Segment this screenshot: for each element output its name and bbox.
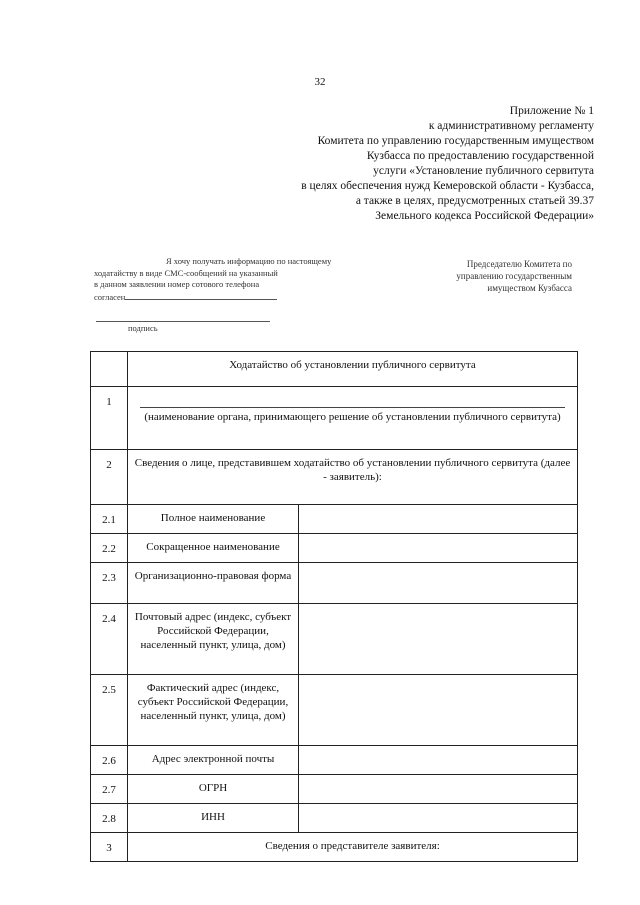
- field-row-full-name: [91, 505, 578, 534]
- full-name-field[interactable]: [299, 505, 578, 534]
- sms-consent-line: ходатайству в виде СМС-сообщений на указанный: [94, 267, 278, 278]
- row-number: 2: [91, 450, 128, 505]
- field-row-email: [91, 746, 578, 775]
- field-label: Почтовый адрес (индекс, субъект Российской Федерации, населенный пункт, улица, дом): [128, 604, 299, 675]
- row-number: 2.3: [91, 563, 128, 604]
- field-row-actual-address: [91, 675, 578, 746]
- row-number: 2.7: [91, 775, 128, 804]
- signature-label: подпись: [128, 323, 158, 333]
- row-number: 2.6: [91, 746, 128, 775]
- ogrn-field[interactable]: [299, 775, 578, 804]
- authority-caption: (наименование органа, принимающего решение об установлении публичного сервитута): [144, 411, 561, 423]
- field-label: Сокращенное наименование: [128, 534, 299, 563]
- row-number: 2.1: [91, 505, 128, 534]
- applicant-section-row: [91, 450, 578, 505]
- addressee-line: управлению государственным: [456, 271, 572, 281]
- field-label: ОГРН: [128, 775, 299, 804]
- petition-form-table: [90, 351, 578, 862]
- authority-row: [91, 387, 578, 450]
- field-label: Организационно-правовая форма: [128, 563, 299, 604]
- field-row-short-name: [91, 534, 578, 563]
- signature-field[interactable]: [96, 321, 270, 322]
- sms-consent-line: в данном заявлении номер сотового телефона: [94, 279, 260, 289]
- appendix-line: а также в целях, предусмотренных статьей 39.37: [355, 195, 594, 207]
- sms-consent-line: Я хочу получать информацию по настоящему: [166, 256, 332, 266]
- addressee-line: Председателю Комитета по: [466, 259, 572, 269]
- page-number: 32: [314, 76, 326, 88]
- field-label: Адрес электронной почты: [128, 746, 299, 775]
- row-number: 2.4: [91, 604, 128, 675]
- appendix-line: Кузбасса по предоставлению государственной: [366, 150, 594, 162]
- appendix-line: к административному регламенту: [428, 120, 594, 132]
- row-number: 1: [91, 387, 128, 450]
- inn-field[interactable]: [299, 804, 578, 833]
- field-row-inn: [91, 804, 578, 833]
- field-row-ogrn: [91, 775, 578, 804]
- consent-signature-field[interactable]: [125, 291, 277, 300]
- actual-address-field[interactable]: [299, 675, 578, 746]
- appendix-line: Земельного кодекса Российской Федерации»: [375, 210, 594, 222]
- row-number: 2.8: [91, 804, 128, 833]
- email-field[interactable]: [299, 746, 578, 775]
- field-row-legal-form: [91, 563, 578, 604]
- appendix-line: Комитета по управлению государственным имуществом: [317, 135, 594, 147]
- row-number: 2.2: [91, 534, 128, 563]
- applicant-section-heading: Сведения о лице, представившем ходатайство об установлении публичного сервитута (далее - заявитель):: [128, 450, 578, 505]
- field-row-postal-address: [91, 604, 578, 675]
- form-title-num-cell: [91, 352, 128, 387]
- row-number: 2.5: [91, 675, 128, 746]
- appendix-line: Приложение № 1: [509, 105, 594, 117]
- representative-section-heading: Сведения о представителе заявителя:: [128, 833, 578, 862]
- appendix-line: услуги «Установление публичного сервитута: [373, 165, 594, 177]
- short-name-field[interactable]: [299, 534, 578, 563]
- authority-cell: [128, 387, 578, 450]
- field-label: ИНН: [128, 804, 299, 833]
- sms-consent-agree-label: согласен: [94, 291, 126, 302]
- addressee-line: имуществом Кузбасса: [487, 283, 572, 293]
- form-title-row: [91, 352, 578, 387]
- row-number: 3: [91, 833, 128, 862]
- addressee-block: [402, 258, 572, 294]
- appendix-line: в целях обеспечения нужд Кемеровской области - Кузбасса,: [301, 180, 594, 192]
- sms-consent-block: [94, 256, 332, 303]
- field-label: Полное наименование: [128, 505, 299, 534]
- representative-section-row: [91, 833, 578, 862]
- legal-form-field[interactable]: [299, 563, 578, 604]
- appendix-header: [254, 104, 594, 224]
- form-title: Ходатайство об установлении публичного сервитута: [128, 352, 578, 387]
- authority-name-field[interactable]: [140, 403, 565, 408]
- field-label: Фактический адрес (индекс, субъект Российской Федерации, населенный пункт, улица, дом): [128, 675, 299, 746]
- postal-address-field[interactable]: [299, 604, 578, 675]
